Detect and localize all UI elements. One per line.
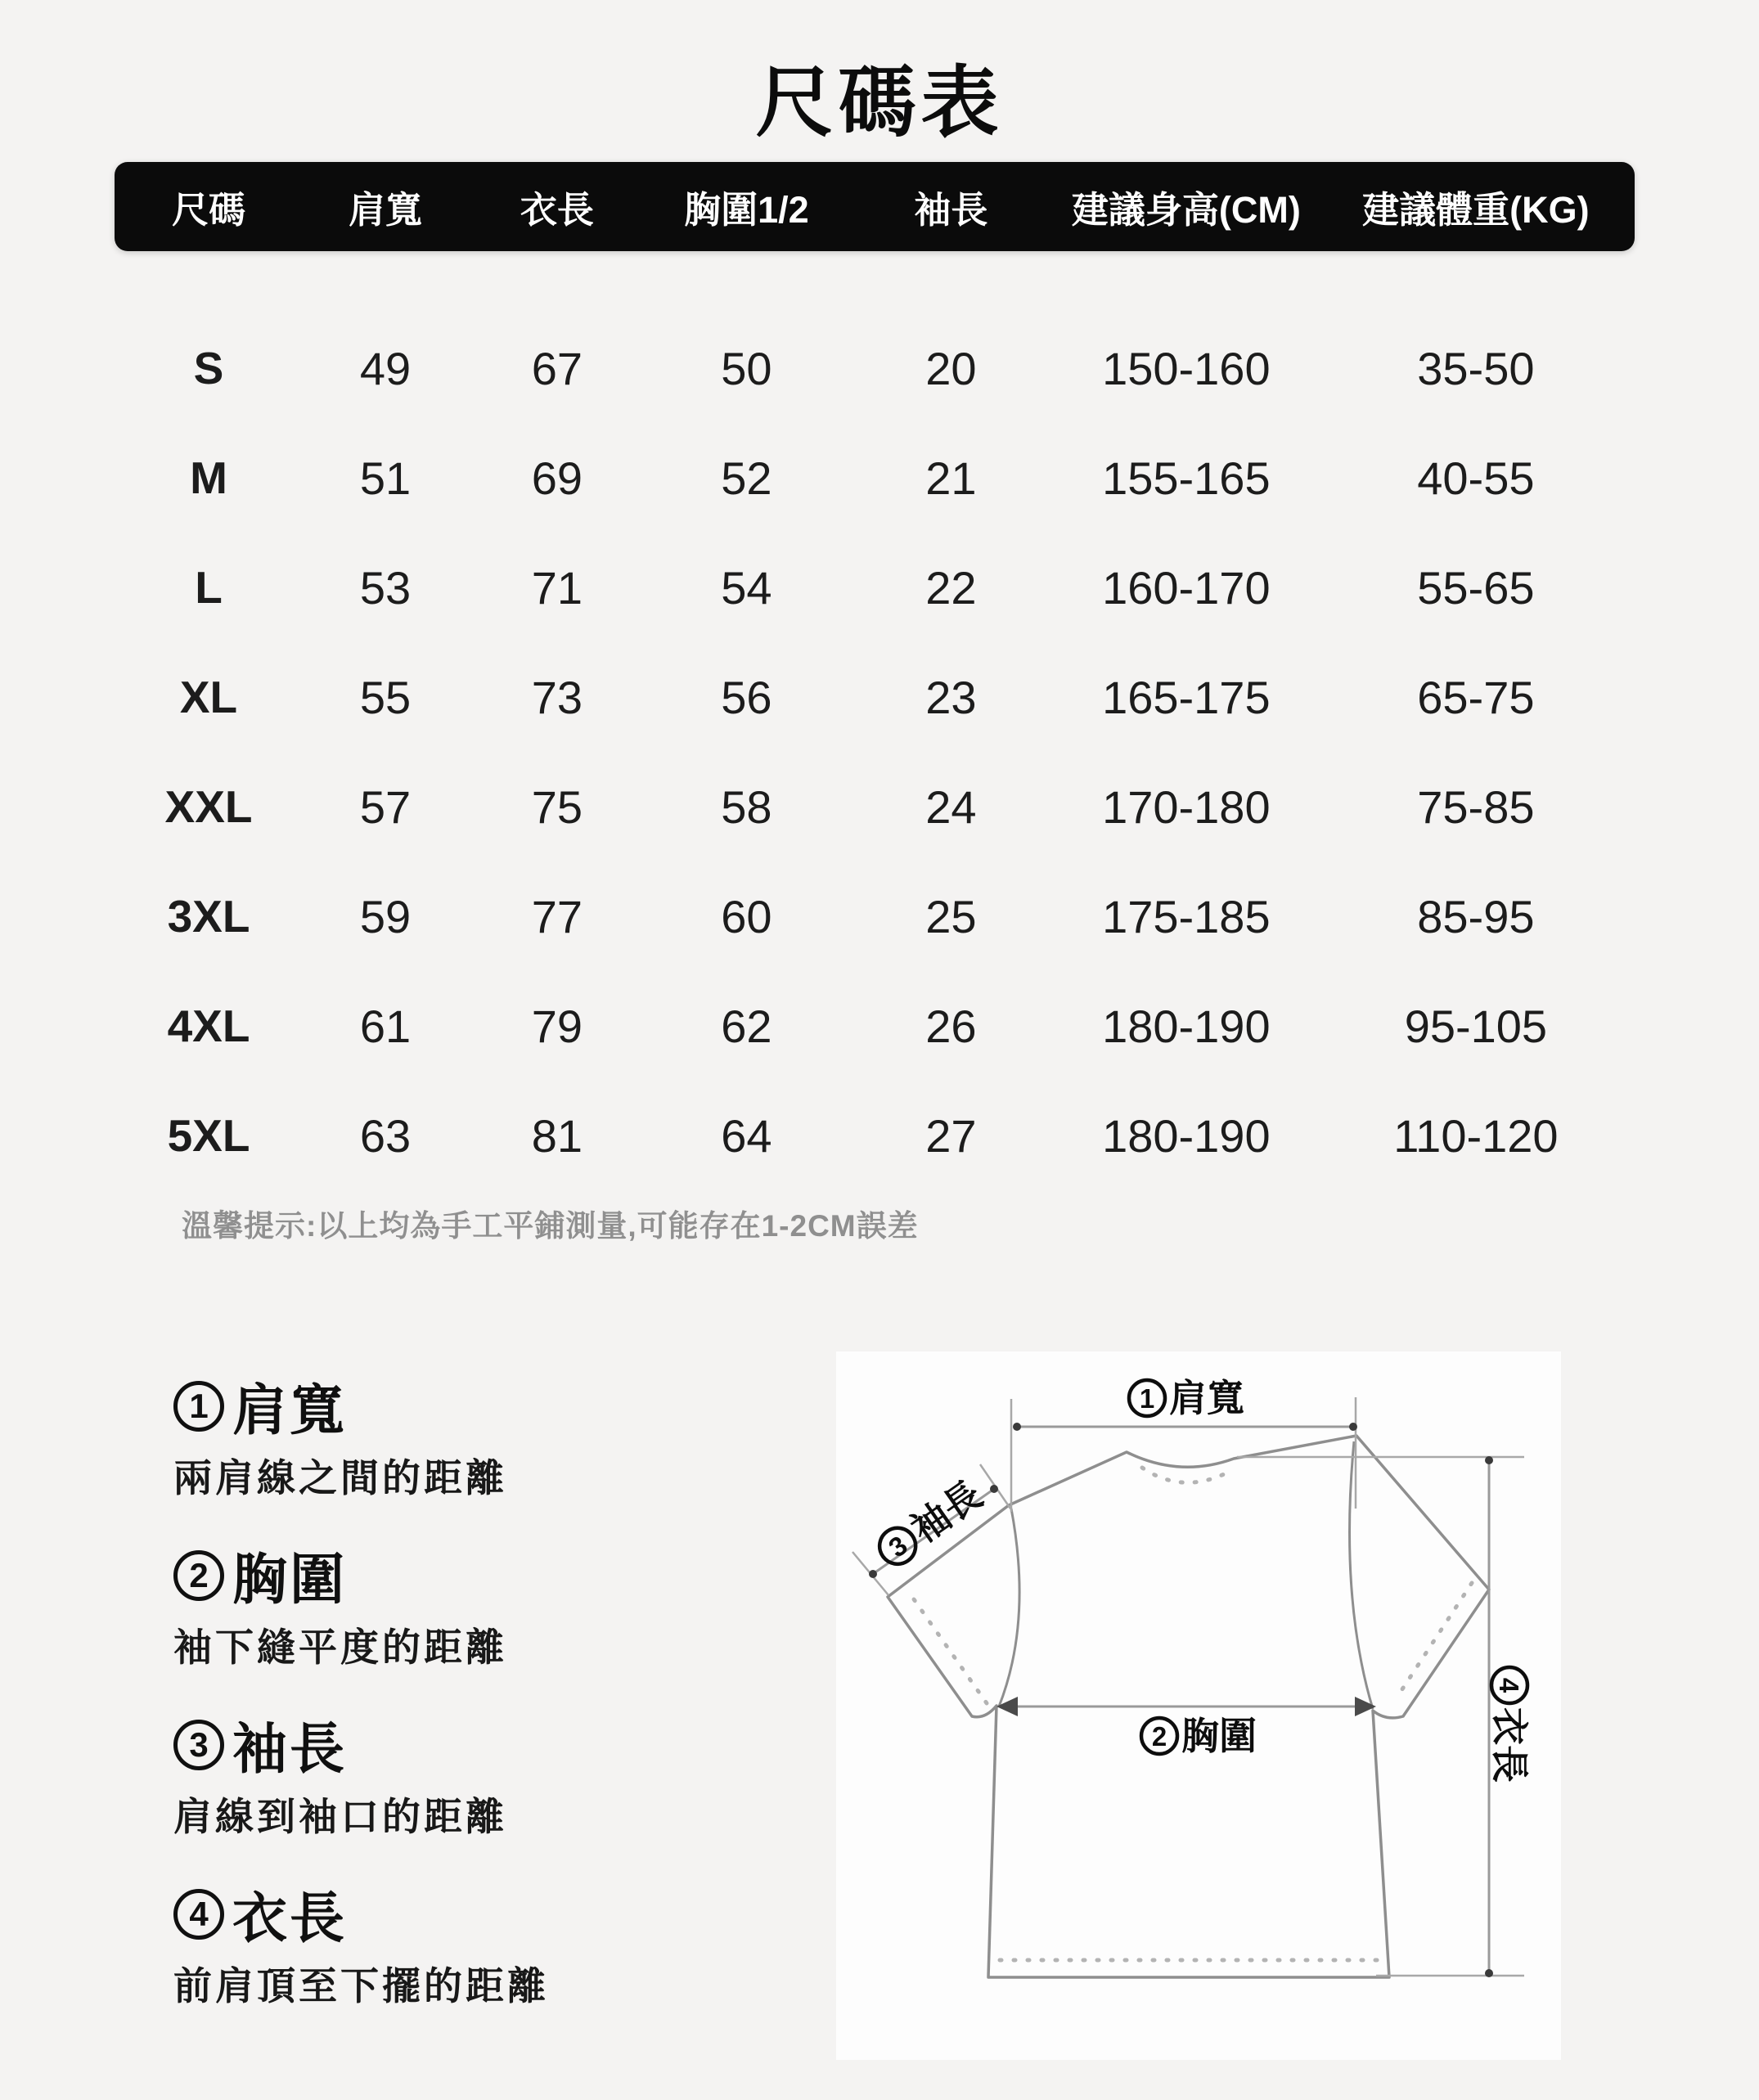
column-header-size: 尺碼 [172,189,246,231]
table-cell: 55-65 [1417,561,1535,614]
definition-shoulder [173,1373,549,1503]
table-cell: 71 [531,561,583,614]
measurement-definitions [173,1373,549,2050]
column-header-weight: 建議體重(KG) [1362,189,1590,231]
table-row-l [115,533,1635,642]
table-cell: 26 [925,1000,977,1052]
table-cell: 52 [721,452,772,504]
tshirt-measurement-diagram [836,1351,1561,2060]
page-title: 尺碼表 [755,60,1004,146]
table-row-5xl [115,1081,1635,1190]
table-cell: 21 [925,452,977,504]
table-cell: L [195,562,223,613]
label-text: 肩寬 [1169,1377,1244,1419]
table-cell: 51 [359,452,412,504]
label-text: 袖長 [903,1473,990,1551]
table-row-xxl [115,752,1635,861]
table-cell: 79 [531,1000,583,1052]
definition-description: 兩肩線之間的距離 [173,1456,507,1500]
definition-sleeve [173,1711,549,1841]
right-armhole-seam [1350,1441,1373,1709]
definition-term: 肩寬 [232,1380,347,1441]
left-cuff-stitch [908,1591,987,1703]
column-header-shoulder: 肩寬 [348,189,422,231]
dim-endpoint-dot [1485,1969,1493,1977]
table-cell: 58 [721,780,772,833]
definition-heading [173,1881,549,1948]
measurement-note: 溫馨提示:以上均為手工平鋪測量,可能存在1-2CM誤差 [182,1209,919,1243]
dim-endpoint-dot [869,1570,877,1578]
table-cell: S [193,343,224,393]
left-armhole-seam [999,1509,1019,1707]
table-cell: 62 [721,1000,772,1052]
circled-number-icon: 2 [173,1550,224,1601]
table-cell: 50 [721,342,772,394]
table-cell: 75-85 [1417,780,1535,833]
table-cell: 53 [359,561,412,614]
definition-description: 前肩頂至下擺的距離 [173,1964,549,2008]
table-cell: 40-55 [1417,452,1535,504]
table-cell: 3XL [167,891,250,942]
table-cell: 49 [359,342,412,394]
table-cell: 63 [359,1109,412,1162]
definition-chest [173,1542,549,1672]
table-cell: 155-165 [1102,452,1271,504]
table-cell: 150-160 [1102,342,1271,394]
definition-term: 胸圍 [232,1549,347,1611]
table-cell: 85-95 [1417,890,1535,942]
dim-endpoint-dot [1349,1423,1357,1431]
column-header-chest: 胸圍1/2 [684,189,809,231]
chest-arrowhead-left [996,1697,1018,1716]
definition-term: 袖長 [232,1719,347,1780]
diagram-label-length [1488,1667,1531,1783]
diagram-label-sleeve [871,1473,989,1573]
definition-term: 衣長 [232,1888,347,1949]
table-cell: 24 [925,780,977,833]
right-cuff-stitch [1396,1583,1472,1699]
table-row-s [115,313,1635,423]
circled-number-icon: 4 [173,1889,224,1940]
definition-length [173,1881,549,2011]
table-cell: 81 [531,1109,583,1162]
table-cell: 75 [531,780,583,833]
label-text: 衣長 [1488,1707,1531,1783]
table-row-xl [115,642,1635,752]
table-cell: 23 [925,671,977,723]
collar-stitch [1142,1468,1224,1482]
table-cell: 110-120 [1393,1109,1559,1162]
label-number: 2 [1151,1721,1167,1751]
table-cell: 54 [721,561,772,614]
table-cell: 57 [359,780,412,833]
dim-endpoint-dot [990,1485,998,1493]
table-cell: M [190,452,227,503]
table-cell: 56 [721,671,772,723]
table-cell: 60 [721,890,772,942]
table-row-m [115,423,1635,533]
column-header-sleeve: 袖長 [914,189,988,231]
table-cell: 22 [925,561,977,614]
table-cell: 180-190 [1102,1109,1271,1162]
size-table-header [115,162,1635,251]
table-cell: 165-175 [1102,671,1271,723]
table-cell: 65-75 [1417,671,1535,723]
dim-endpoint-dot [1013,1423,1021,1431]
circled-number-icon: 3 [173,1720,224,1770]
table-cell: 4XL [167,1001,250,1051]
table-cell: 61 [359,1000,412,1052]
definition-heading [173,1711,549,1778]
table-cell: 55 [359,671,412,723]
table-row-3xl [115,861,1635,971]
table-cell: 160-170 [1102,561,1271,614]
definition-description: 肩線到袖口的距離 [173,1795,507,1838]
definition-heading [173,1373,549,1440]
table-cell: 67 [531,342,583,394]
column-header-length: 衣長 [520,189,594,231]
size-table-body [115,313,1635,1190]
label-number: 1 [1139,1383,1155,1414]
table-cell: 69 [531,452,583,504]
tshirt-diagram-drawing [836,1351,1561,2060]
table-cell: XL [179,672,238,722]
table-cell: 59 [359,890,412,942]
table-cell: 27 [925,1109,977,1162]
table-cell: 170-180 [1102,780,1271,833]
dim-endpoint-dot [1485,1456,1493,1464]
definition-description: 袖下縫平度的距離 [173,1626,507,1669]
table-cell: 5XL [167,1110,250,1161]
table-cell: 64 [721,1109,772,1162]
circled-number-icon: 1 [173,1381,224,1432]
table-cell: 20 [925,342,977,394]
label-text: 胸圍 [1181,1715,1257,1757]
label-number: 3 [883,1529,913,1563]
column-header-height: 建議身高(CM) [1071,189,1301,231]
table-cell: 73 [531,671,583,723]
label-number: 4 [1494,1677,1524,1693]
table-row-4xl [115,971,1635,1081]
definition-heading [173,1542,549,1609]
table-cell: 180-190 [1102,1000,1271,1052]
table-cell: 25 [925,890,977,942]
table-cell: 175-185 [1102,890,1271,942]
table-cell: 35-50 [1417,342,1535,394]
diagram-label-chest [1141,1715,1257,1757]
diagram-label-shoulder [1129,1377,1244,1419]
table-cell: XXL [164,781,253,832]
table-cell: 95-105 [1404,1000,1548,1052]
table-cell: 77 [531,890,583,942]
